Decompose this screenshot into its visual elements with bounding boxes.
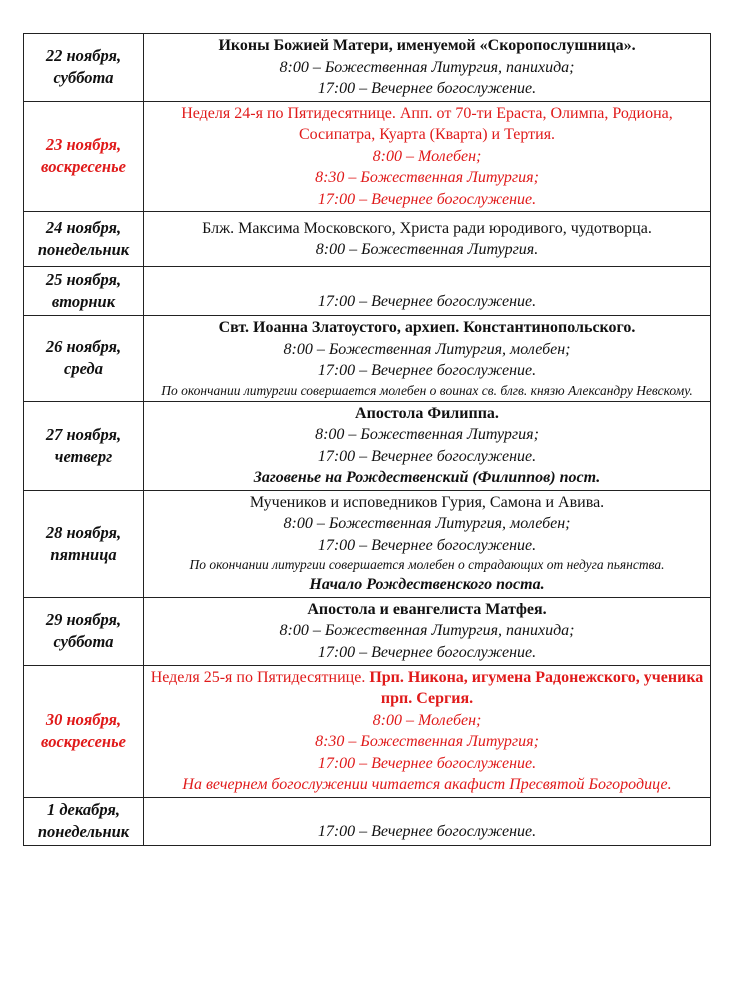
weekday: воскресенье bbox=[41, 732, 126, 751]
blank-line bbox=[150, 270, 704, 291]
services-cell bbox=[144, 597, 711, 665]
table-row-sunday bbox=[24, 101, 711, 212]
weekday: среда bbox=[64, 359, 103, 379]
table-row bbox=[24, 490, 711, 597]
date: 29 ноября, bbox=[45, 610, 122, 629]
service-time: 8:00 – Божественная Литургия; bbox=[315, 426, 539, 443]
weekday: понедельник bbox=[37, 240, 130, 259]
table-row bbox=[24, 34, 711, 102]
table-row bbox=[24, 316, 711, 402]
date-cell bbox=[24, 101, 144, 212]
date: 24 ноября, bbox=[45, 218, 122, 237]
feast-title bbox=[150, 667, 704, 710]
service-time: 17:00 – Вечернее богослужение. bbox=[317, 754, 537, 772]
services-cell bbox=[144, 401, 711, 490]
service-time: 8:00 – Молебен; bbox=[372, 147, 482, 165]
date: 1 декабря, bbox=[47, 800, 120, 819]
table-row bbox=[24, 401, 711, 490]
feast-title: Апостола и евангелиста Матфея. bbox=[307, 600, 547, 618]
weekday: суббота bbox=[53, 632, 114, 651]
weekday: пятница bbox=[50, 544, 117, 564]
service-time: 17:00 – Вечернее богослужение. bbox=[317, 292, 537, 310]
date-cell bbox=[24, 267, 144, 316]
services-cell bbox=[144, 797, 711, 845]
feast-title: Блж. Максима Московского, Христа ради юродивого, чудотворца. bbox=[202, 219, 652, 237]
feast-title: Иконы Божией Матери, именуемой «Скоропослушница». bbox=[218, 37, 636, 54]
date-cell bbox=[24, 665, 144, 797]
service-time: 8:00 – Молебен; bbox=[372, 711, 482, 729]
date-cell bbox=[24, 597, 144, 665]
feast-title-prefix: Неделя 25-я по Пятидесятнице. bbox=[150, 668, 370, 686]
services-cell bbox=[144, 212, 711, 267]
feast-title: Неделя 24-я по Пятидесятнице. Апп. от 70-ти Ераста, Олимпа, Родиона, Сосипатра, Куарта (Кварта) и Тертия. bbox=[181, 104, 673, 143]
service-time: 17:00 – Вечернее богослужение. bbox=[317, 190, 537, 208]
services-cell bbox=[144, 267, 711, 316]
feast-title: Апостола Филиппа. bbox=[355, 404, 499, 422]
service-time: 8:00 – Божественная Литургия, панихида; bbox=[279, 622, 575, 640]
date-cell bbox=[24, 316, 144, 402]
date: 26 ноября, bbox=[45, 337, 122, 357]
date-cell bbox=[24, 212, 144, 267]
date-cell bbox=[24, 34, 144, 102]
feast-title: Свт. Иоанна Златоустого, архиеп. Константинопольского. bbox=[218, 319, 636, 336]
service-schedule-table bbox=[23, 33, 711, 846]
note: На вечернем богослужении читается акафист Пресвятой Богородице. bbox=[182, 776, 672, 793]
date-cell bbox=[24, 401, 144, 490]
fast-note: Начало Рождественского поста. bbox=[309, 576, 545, 593]
table-row bbox=[24, 267, 711, 316]
date: 30 ноября, bbox=[45, 710, 122, 729]
service-time: 8:00 – Божественная Литургия, молебен; bbox=[283, 515, 571, 532]
service-time: 17:00 – Вечернее богослужение. bbox=[317, 822, 537, 840]
date-cell bbox=[24, 490, 144, 597]
service-time: 17:00 – Вечернее богослужение. bbox=[317, 643, 537, 661]
service-time: 17:00 – Вечернее богослужение. bbox=[317, 536, 537, 554]
table-row bbox=[24, 597, 711, 665]
date: 28 ноября, bbox=[45, 522, 122, 542]
note: По окончании литургии совершается молебен о страдающих от недуга пьянства. bbox=[189, 557, 665, 572]
services-cell bbox=[144, 101, 711, 212]
service-time: 8:00 – Божественная Литургия, панихида; bbox=[279, 58, 575, 76]
service-time: 8:00 – Божественная Литургия, молебен; bbox=[283, 340, 571, 358]
date-cell bbox=[24, 797, 144, 845]
date: 23 ноября, bbox=[45, 135, 122, 155]
blank-line bbox=[150, 800, 704, 821]
services-cell bbox=[144, 490, 711, 597]
weekday: воскресенье bbox=[41, 157, 126, 177]
weekday: четверг bbox=[54, 446, 113, 466]
fast-note: Заговенье на Рождественский (Филиппов) пост. bbox=[253, 469, 601, 486]
service-time: 17:00 – Вечернее богослужение. bbox=[317, 362, 537, 379]
date: 22 ноября, bbox=[45, 46, 122, 66]
services-cell bbox=[144, 316, 711, 402]
services-cell bbox=[144, 34, 711, 102]
note: По окончании литургии совершается молебен о воинах св. блгв. князю Александру Невскому. bbox=[161, 382, 693, 398]
weekday: вторник bbox=[51, 292, 116, 311]
date: 27 ноября, bbox=[45, 424, 122, 444]
weekday: суббота bbox=[53, 68, 114, 88]
service-time: 8:30 – Божественная Литургия; bbox=[315, 169, 539, 186]
table-row bbox=[24, 797, 711, 845]
service-time: 8:30 – Божественная Литургия; bbox=[315, 733, 539, 750]
feast-title-emphasis: Прп. Никона, игумена Радонежского, ученика прп. Сергия. bbox=[369, 668, 704, 707]
service-time: 8:00 – Божественная Литургия. bbox=[315, 241, 539, 258]
service-time: 17:00 – Вечернее богослужение. bbox=[317, 447, 537, 465]
feast-title: Мучеников и исповедников Гурия, Самона и Авива. bbox=[249, 493, 605, 511]
table-row-sunday bbox=[24, 665, 711, 797]
weekday: понедельник bbox=[37, 822, 130, 841]
service-time: 17:00 – Вечернее богослужение. bbox=[317, 80, 537, 97]
table-row bbox=[24, 212, 711, 267]
services-cell bbox=[144, 665, 711, 797]
date: 25 ноября, bbox=[45, 270, 122, 289]
